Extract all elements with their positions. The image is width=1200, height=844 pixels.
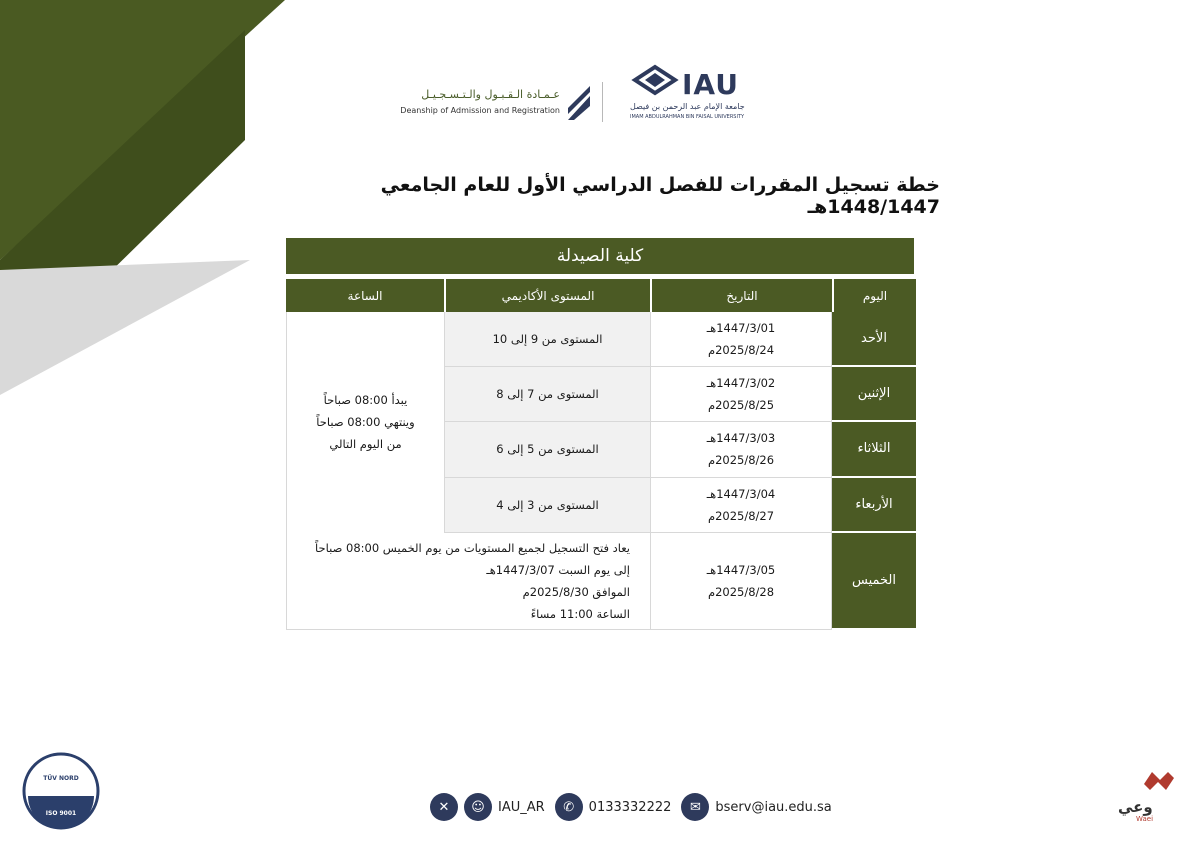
- iau-name-en: IMAM ABDULRAHMAN BIN FAISAL UNIVERSITY: [630, 114, 745, 120]
- level-cell: المستوى من 5 إلى 6: [444, 422, 650, 477]
- day-cell: الأربعاء: [832, 478, 916, 533]
- day-cell: الثلاثاء: [832, 422, 916, 477]
- gregorian-date: 2025/8/25م: [707, 398, 775, 413]
- whatsapp-icon[interactable]: ✆: [555, 793, 583, 821]
- registration-table: [286, 279, 916, 630]
- level-cell: المستوى من 9 إلى 10: [444, 312, 650, 367]
- iso-brand: TÜV NORD: [43, 775, 79, 782]
- table-header-row: [286, 279, 916, 312]
- note-line: يعاد فتح التسجيل لجميع المستويات من يوم الخميس 08:00 صباحاً: [314, 540, 630, 555]
- hijri-date: 1447/3/02هـ: [706, 376, 776, 391]
- gregorian-date: 2025/8/24م: [707, 343, 775, 358]
- time-line: وينتهي 08:00 صباحاً: [316, 415, 415, 430]
- iau-logo: [630, 60, 780, 130]
- table-row: [286, 312, 916, 367]
- page-title: خطة تسجيل المقررات للفصل الدراسي الأول للعام الجامعي 1448/1447هـ: [380, 174, 940, 218]
- gregorian-date: 2025/8/28م: [707, 584, 775, 599]
- hijri-date: 1447/3/03هـ: [706, 431, 776, 446]
- college-title: كلية الصيدلة: [286, 238, 914, 274]
- gregorian-date: 2025/8/26م: [707, 453, 775, 468]
- gregorian-date: 2025/8/27م: [707, 508, 775, 523]
- header-level: المستوى الأكاديمي: [444, 279, 650, 312]
- waei-name-ar: وعي: [1118, 798, 1153, 816]
- iso-label: ISO 9001: [45, 810, 77, 817]
- date-cell: [650, 312, 832, 367]
- email-address[interactable]: bserv@iau.edu.sa: [715, 799, 832, 815]
- iau-abbr: IAU: [682, 68, 739, 101]
- phone-number[interactable]: 0133332222: [588, 799, 672, 815]
- contact-bar: [430, 790, 842, 824]
- note-line: إلى يوم السبت 1447/3/07هـ: [486, 562, 630, 577]
- level-cell: المستوى من 7 إلى 8: [444, 367, 650, 422]
- header-time: الساعة: [286, 279, 444, 312]
- header-logos: [390, 60, 770, 135]
- thursday-note: [286, 533, 650, 630]
- social-handle[interactable]: IAU_AR: [498, 799, 545, 815]
- day-cell: الإثنين: [832, 367, 916, 422]
- hijri-date: 1447/3/05هـ: [706, 562, 776, 577]
- level-cell: المستوى من 3 إلى 4: [444, 478, 650, 533]
- day-cell: الأحد: [832, 312, 916, 367]
- hijri-date: 1447/3/04هـ: [706, 486, 776, 501]
- time-cell: [286, 312, 444, 533]
- date-cell: [650, 367, 832, 422]
- table-row-thursday: [286, 533, 916, 630]
- header-day: اليوم: [832, 279, 916, 312]
- date-cell: [650, 478, 832, 533]
- waei-name-en: Waei: [1136, 815, 1154, 823]
- logo-separator: [602, 82, 603, 122]
- date-cell: [650, 533, 832, 630]
- time-line: من اليوم التالي: [329, 437, 402, 452]
- iso-certification-badge: [22, 752, 100, 830]
- snapchat-icon[interactable]: ☺: [464, 793, 492, 821]
- time-line: يبدأ 08:00 صباحاً: [323, 393, 408, 408]
- hijri-date: 1447/3/01هـ: [706, 321, 776, 336]
- email-icon[interactable]: ✉: [681, 793, 709, 821]
- day-cell: الخميس: [832, 533, 916, 630]
- iau-name-ar: جامعة الإمام عبد الرحمن بن فيصل: [630, 102, 745, 111]
- deanship-mark-icon: [568, 86, 590, 120]
- deanship-name-en: Deanship of Admission and Registration: [400, 106, 560, 115]
- deanship-name-ar: عـمـادة الـقـبـول والـتـسـجـيـل: [421, 88, 560, 101]
- x-twitter-icon[interactable]: ✕: [430, 793, 458, 821]
- deanship-logo: [390, 84, 590, 124]
- date-cell: [650, 422, 832, 477]
- note-line: الساعة 11:00 مساءً: [530, 606, 630, 621]
- header-date: التاريخ: [650, 279, 832, 312]
- iau-mark-icon: [630, 62, 680, 102]
- note-line: الموافق 2025/8/30م: [522, 584, 630, 599]
